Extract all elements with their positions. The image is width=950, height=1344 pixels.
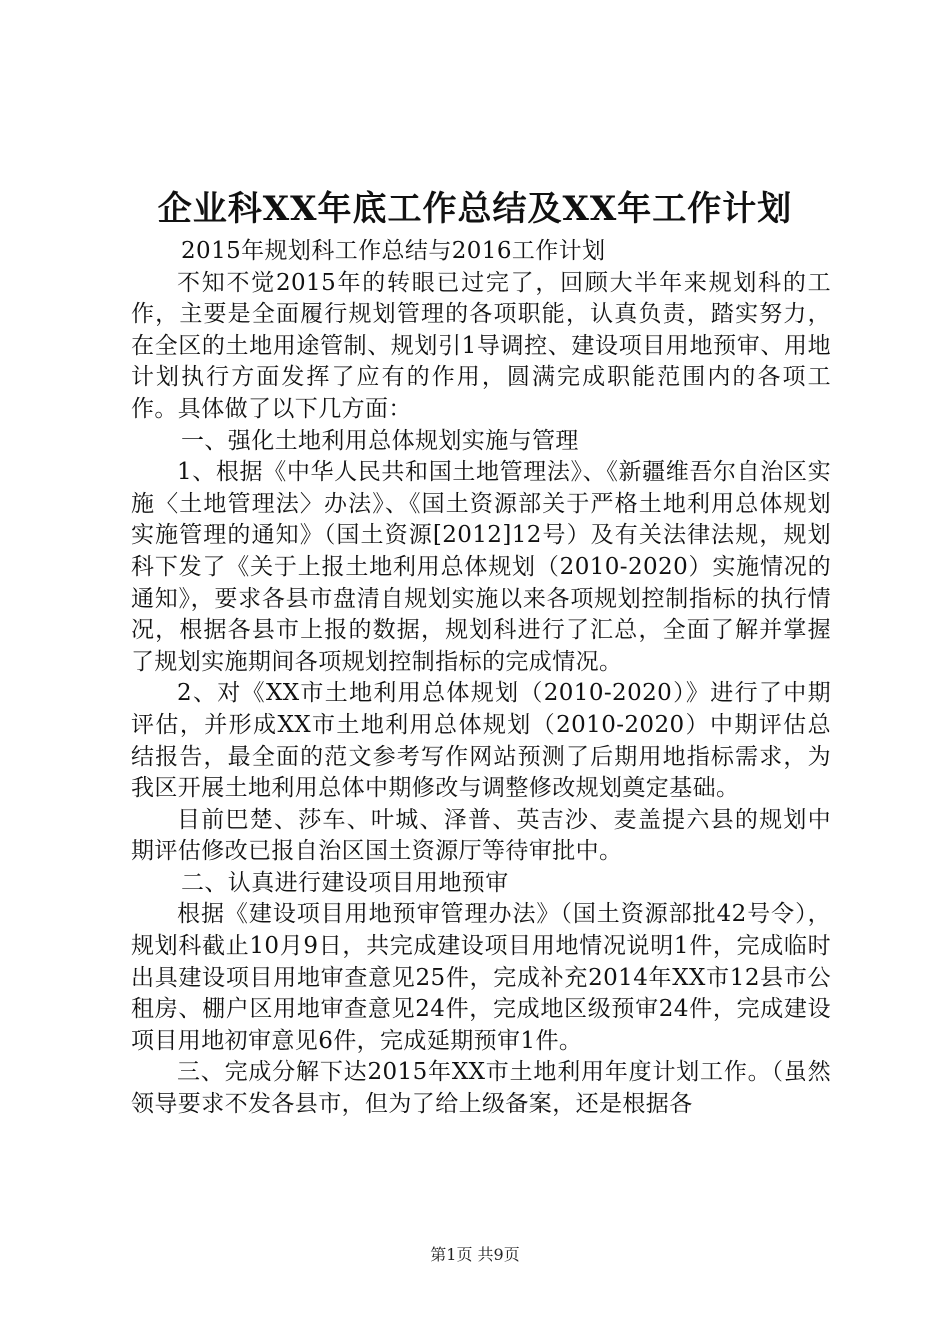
section-heading-1: 一、强化土地利用总体规划实施与管理 [181,427,579,454]
intro-paragraph: 不知不觉2015年的转眼已过完了，回顾大半年来规划科的工作，主要是全面履行规划管理的各项职能，认真负责，踏实努力，在全区的土地用途管制、规划引1导调控、建设项目用地预审、用地计划执行方面发挥了应有的作用，圆满完成职能范围内的各项工作。具体做了以下几方面： [131,269,831,422]
body-paragraph-3: 目前巴楚、莎车、叶城、泽普、英吉沙、麦盖提六县的规划中期评估修改已报自治区国土资源厅等待审批中。 [131,806,831,865]
subtitle-paragraph: 2015年规划科工作总结与2016工作计划 [181,238,606,264]
document-body [131,236,831,1121]
body-paragraph-4: 根据《建设项目用地预审管理办法》（国土资源部批42号令），规划科截止10月9日，共完成建设项目用地情况说明1件，完成临时出具建设项目用地审查意见25件，完成补充2014年XX市12县市公租房、棚户区用地审查意见24件，完成地区级预审24件，完成建设项目用地初审意见6件，完成延期预审1件。 [131,901,831,1054]
section-heading-2: 二、认真进行建设项目用地预审 [181,869,509,896]
body-paragraph-5: 三、完成分解下达2015年XX市土地利用年度计划工作。（虽然领导要求不发各县市，但为了给上级备案，还是根据各 [131,1059,831,1118]
page-number-footer: 第1页 共9页 [430,1245,520,1264]
body-paragraph-2: 2、对《XX市土地利用总体规划（2010-2020）》进行了中期评估，并形成XX市土地利用总体规划（2010-2020）中期评估总结报告，最全面的范文参考写作网站预测了后期用地指标需求，为我区开展土地利用总体中期修改与调整修改规划奠定基础。 [131,680,831,802]
document-title: 企业科XX年底工作总结及XX年工作计划 [157,189,793,229]
body-paragraph-1: 1、根据《中华人民共和国土地管理法》、《新疆维吾尔自治区实施〈土地管理法〉办法》、《国土资源部关于严格土地利用总体规划实施管理的通知》（国土资源[2012]12号）及有关法律法规，规划科下发了《关于上报土地利用总体规划（2010-2020）实施情况的通知》，要求各县市盘清自规划实施以来各项规划控制指标的执行情况，根据各县市上报的数据，规划科进行了汇总，全面了解并掌握了规划实施期间各项规划控制指标的完成情况。 [131,459,831,675]
